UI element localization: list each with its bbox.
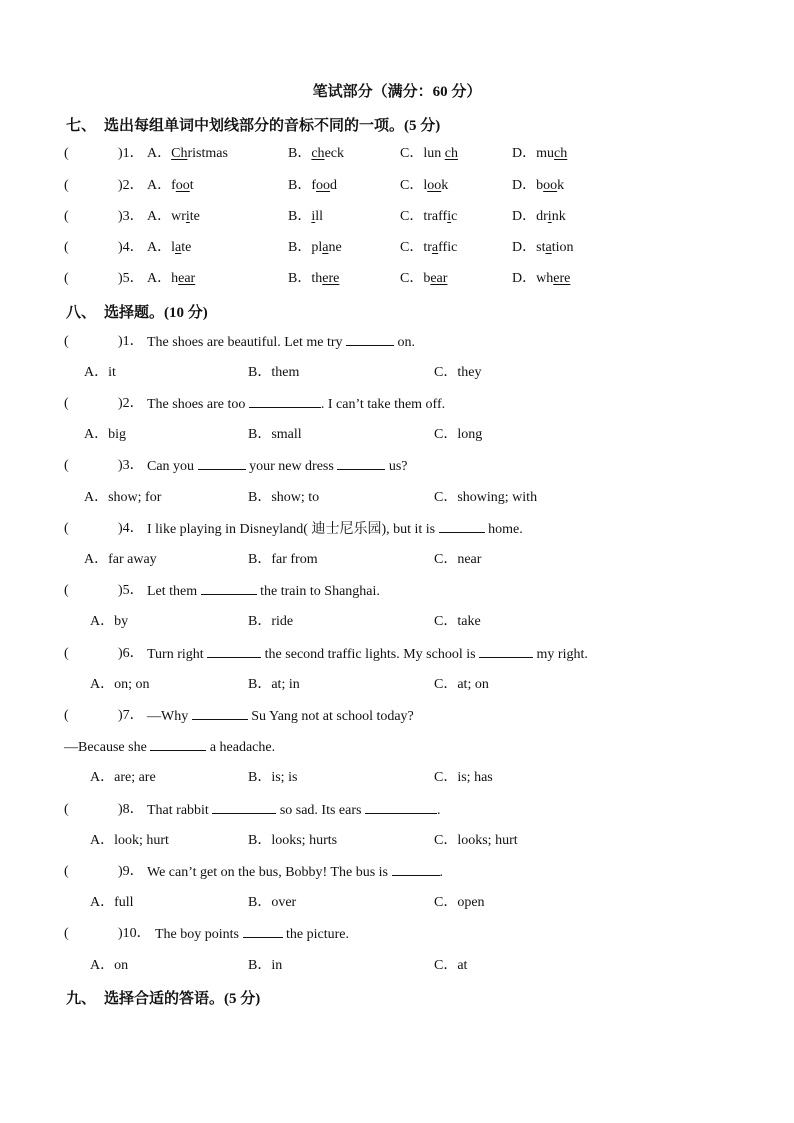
option-b[interactable]: B．there (288, 271, 340, 286)
option-c[interactable]: C．showing; with (434, 490, 538, 505)
answer-blank[interactable] (249, 394, 321, 408)
option-c[interactable]: C．is; has (434, 770, 493, 785)
option-b[interactable]: B．at; in (248, 677, 300, 692)
option-c[interactable]: C．looks; hurt (434, 833, 518, 848)
question-number: )4． (118, 240, 144, 255)
answer-paren[interactable]: ( (64, 646, 69, 661)
option-a[interactable]: A．on (90, 958, 129, 973)
option-a[interactable]: A．it (84, 365, 116, 380)
question-number: )7． (118, 708, 144, 723)
option-b[interactable]: B．over (248, 895, 297, 910)
question-number: )2． (118, 178, 144, 193)
option-c[interactable]: C．they (434, 365, 482, 380)
answer-blank[interactable] (150, 737, 206, 751)
option-b[interactable]: B．food (288, 178, 338, 193)
option-b[interactable]: B．small (248, 427, 302, 442)
answer-paren[interactable]: ( (64, 334, 69, 349)
question-text: That rabbit so sad. Its ears . (147, 800, 440, 820)
option-c[interactable]: C．long (434, 427, 483, 442)
answer-blank[interactable] (392, 862, 440, 876)
option-b[interactable]: B．check (288, 146, 344, 161)
option-d[interactable]: D．drink (512, 209, 566, 224)
option-d[interactable]: D．where (512, 271, 571, 286)
option-a[interactable]: A．hear (147, 271, 196, 286)
option-b[interactable]: B．plane (288, 240, 342, 255)
option-c[interactable]: C．lun ch (400, 146, 458, 161)
option-a[interactable]: A．Christmas (147, 146, 228, 161)
option-a[interactable]: A．on; on (90, 677, 150, 692)
option-a[interactable]: A．full (90, 895, 134, 910)
answer-blank[interactable] (201, 581, 257, 595)
answer-blank[interactable] (365, 800, 437, 814)
answer-paren[interactable]: ( (64, 926, 69, 941)
question-number: )5． (118, 583, 144, 598)
answer-paren[interactable]: ( (64, 802, 69, 817)
section-instruction: 选出每组单词中划线部分的音标不同的一项。(5 分) (104, 118, 441, 134)
option-c[interactable]: C．look (400, 178, 449, 193)
answer-paren[interactable]: ( (64, 271, 69, 286)
section-number: 七、 (66, 118, 97, 134)
question-number: )1． (118, 334, 144, 349)
section-number: 九、 (66, 991, 97, 1007)
option-c[interactable]: C．traffic (400, 240, 458, 255)
option-b[interactable]: B．is; is (248, 770, 298, 785)
option-b[interactable]: B．show; to (248, 490, 320, 505)
section-instruction: 选择题。(10 分) (104, 305, 208, 321)
option-b[interactable]: B．in (248, 958, 283, 973)
option-b[interactable]: B．ride (248, 614, 294, 629)
question-text: Let them the train to Shanghai. (147, 581, 380, 601)
option-d[interactable]: D．book (512, 178, 565, 193)
question-number: )4． (118, 521, 144, 536)
answer-blank[interactable] (198, 456, 246, 470)
option-c[interactable]: C．open (434, 895, 485, 910)
question-number: )5． (118, 271, 144, 286)
answer-paren[interactable]: ( (64, 864, 69, 879)
question-text: The boy points the picture. (155, 924, 349, 944)
answer-blank[interactable] (439, 519, 485, 533)
answer-paren[interactable]: ( (64, 209, 69, 224)
option-c[interactable]: C．at; on (434, 677, 489, 692)
section-instruction: 选择合适的答语。(5 分) (104, 991, 261, 1007)
question-number: )3． (118, 209, 144, 224)
question-number: )2． (118, 396, 144, 411)
answer-paren[interactable]: ( (64, 458, 69, 473)
question-text: We can’t get on the bus, Bobby! The bus is . (147, 862, 443, 882)
option-a[interactable]: A．show; for (84, 490, 162, 505)
option-b[interactable]: B．ill (288, 209, 324, 224)
section-9-heading (66, 987, 260, 1008)
question-number: )6． (118, 646, 144, 661)
option-a[interactable]: A．are; are (90, 770, 156, 785)
option-b[interactable]: B．them (248, 365, 300, 380)
answer-paren[interactable]: ( (64, 240, 69, 255)
answer-blank[interactable] (212, 800, 276, 814)
page-title: 笔试部分（满分：60 分） (312, 84, 482, 100)
option-c[interactable]: C．near (434, 552, 482, 567)
answer-paren[interactable]: ( (64, 146, 69, 161)
answer-paren[interactable]: ( (64, 708, 69, 723)
option-c[interactable]: C．at (434, 958, 468, 973)
question-text: Can you your new dress us? (147, 456, 408, 476)
option-c[interactable]: C．bear (400, 271, 448, 286)
option-a[interactable]: A．far away (84, 552, 157, 567)
answer-blank[interactable] (192, 706, 248, 720)
section-7-heading (66, 114, 440, 135)
option-a[interactable]: A．big (84, 427, 126, 442)
option-a[interactable]: A．write (147, 209, 200, 224)
question-number: )10． (118, 926, 151, 941)
option-a[interactable]: A．look; hurt (90, 833, 169, 848)
question-text: I like playing in Disneyland( 迪士尼乐园), but it is home. (147, 519, 523, 539)
question-text: —Why Su Yang not at school today? (147, 706, 414, 726)
answer-blank[interactable] (337, 456, 385, 470)
question-number: )3． (118, 458, 144, 473)
option-b[interactable]: B．looks; hurts (248, 833, 338, 848)
answer-blank[interactable] (346, 332, 394, 346)
answer-paren[interactable]: ( (64, 396, 69, 411)
answer-paren[interactable]: ( (64, 521, 69, 536)
option-d[interactable]: D．station (512, 240, 574, 255)
option-d[interactable]: D．much (512, 146, 568, 161)
option-a[interactable]: A．foot (147, 178, 194, 193)
option-a[interactable]: A．late (147, 240, 192, 255)
answer-blank[interactable] (479, 644, 533, 658)
question-number: )1． (118, 146, 144, 161)
option-c[interactable]: C．take (434, 614, 481, 629)
question-number: )9． (118, 864, 144, 879)
option-c[interactable]: C．traffic (400, 209, 458, 224)
option-a[interactable]: A．by (90, 614, 129, 629)
answer-paren[interactable]: ( (64, 583, 69, 598)
question-text-line2: —Because she a headache. (64, 737, 275, 757)
question-number: )8． (118, 802, 144, 817)
answer-blank[interactable] (243, 924, 283, 938)
section-number: 八、 (66, 305, 97, 321)
question-text: The shoes are beautiful. Let me try on. (147, 332, 415, 352)
question-text: The shoes are too . I can’t take them off. (147, 394, 445, 414)
answer-paren[interactable]: ( (64, 178, 69, 193)
answer-blank[interactable] (207, 644, 261, 658)
question-text: Turn right the second traffic lights. My school is my right. (147, 644, 588, 664)
option-b[interactable]: B．far from (248, 552, 318, 567)
section-8-heading (66, 301, 208, 322)
